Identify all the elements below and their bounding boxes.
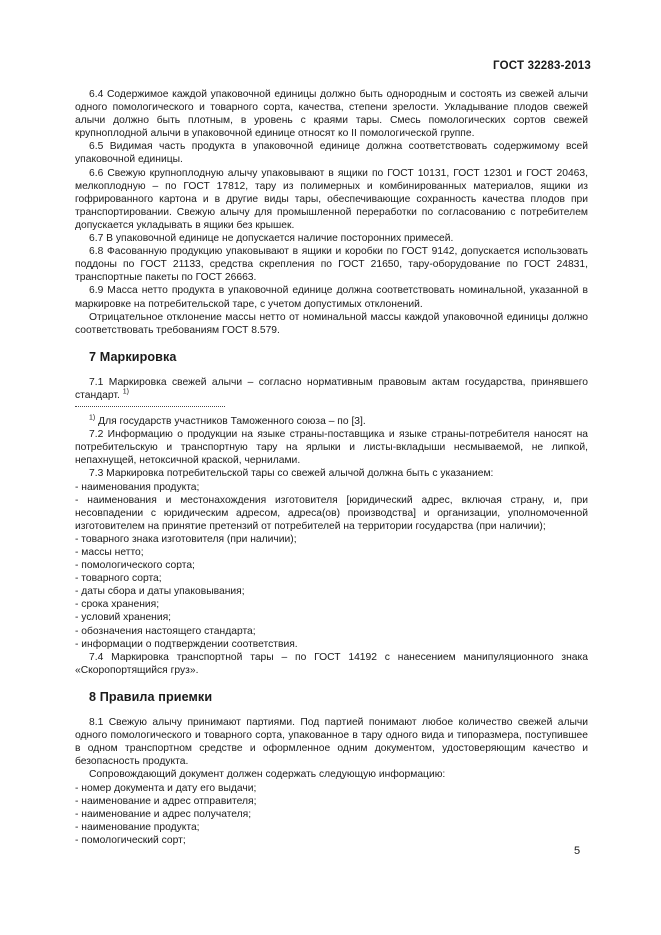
- paragraph-6-4: 6.4 Содержимое каждой упаковочной единицы должно быть однородным и состоять из свежей алычи одного помологического и товарного сорта, качества, степени зрелости. Укладывание плодов свежей алычи должно быть плотным, в уровень с краями тары. Смесь помологических сортов свежей крупноплодной алычи в упаковочной единице относят ко II помологической группе.: [75, 89, 588, 140]
- list-item: - массы нетто;: [75, 547, 144, 558]
- list-item: - наименования и местонахождения изготовителя [юридический адрес, включая страну, и, при несовпадении с юридическим адресом, адреса(ов) производства] и организации, уполномоченной изготовителем на принятие претензий от потребителей на территории государства (при наличии);: [75, 494, 588, 532]
- list-item: - наименование и адрес получателя;: [75, 808, 252, 820]
- list-item: - наименование и адрес отправителя;: [75, 795, 257, 807]
- paragraph-7-1: [75, 376, 588, 402]
- footnote-reference: 1): [122, 388, 129, 396]
- paragraph-6-7: 6.7 В упаковочной единице не допускается наличие посторонних примесей.: [89, 233, 454, 245]
- paragraph-7-2: 7.2 Информацию о продукции на языке страны-поставщика и языке страны-потребителя наносят на потребительскую и транспортную тару на ярлыки и листы-вкладыши несмываемой, не липкой, непахнущей, нетоксичной краской, чернилами.: [75, 429, 588, 467]
- list-item: - товарного знака изготовителя (при наличии);: [75, 533, 297, 545]
- list-item: - даты сбора и даты упаковывания;: [75, 586, 245, 598]
- list-item: - помологического сорта;: [75, 560, 195, 572]
- paragraph-6-9-deviation: Отрицательное отклонение массы нетто от номинальной массы каждой упаковочной единицы должно соответствовать требованиям ГОСТ 8.579.: [75, 311, 588, 336]
- section-7-heading: 7 Маркировка: [89, 349, 177, 364]
- document-body: [75, 88, 588, 847]
- section-8-heading: 8 Правила приемки: [89, 689, 213, 704]
- paragraph-8-1: 8.1 Свежую алычу принимают партиями. Под партией понимают любое количество свежей алычи одного помологического и товарного сорта, упакованное в тару одного вида и типоразмера, поступившее в одном транспортном средстве и оформленное одним документом, удостоверяющим качество и безопасность продукта.: [75, 717, 588, 768]
- list-item: - наименования продукта;: [75, 481, 200, 493]
- paragraph-6-6: 6.6 Свежую крупноплодную алычу упаковывают в ящики по ГОСТ 10131, ГОСТ 12301 и ГОСТ 20463, мелкоплодную – по ГОСТ 17812, тару из полимерных и комбинированных материалов, ящики из гофрированного картона и в другие виды тары, обеспечивающие сохранность качества плодов при транспортировании. Свежую алычу для промышленной переработки по согласованию с потребителем допускается укладывать в ящики без крышек.: [75, 167, 588, 231]
- paragraph-7-1-text: 7.1 Маркировка свежей алычи – согласно нормативным правовым актам государства, принявшего стандарт.: [75, 376, 588, 401]
- paragraph-7-3: 7.3 Маркировка потребительской тары со свежей алычой должна быть с указанием:: [89, 468, 494, 480]
- list-item: - условий хранения;: [75, 612, 172, 624]
- list-item: - наименование продукта;: [75, 821, 200, 833]
- list-item: - помологический сорт;: [75, 834, 186, 846]
- footnote-mark: 1): [89, 414, 96, 422]
- list-item: - срока хранения;: [75, 599, 160, 611]
- paragraph-6-8: 6.8 Фасованную продукцию упаковывают в ящики и коробки по ГОСТ 9142, допускается использовать поддоны по ГОСТ 21133, средства скрепления по ГОСТ 21650, тару-оборудование по ГОСТ 24831, транспортные пакеты по ГОСТ 26663.: [75, 246, 588, 284]
- list-item: - товарного сорта;: [75, 573, 162, 585]
- paragraph-7-4: 7.4 Маркировка транспортной тары – по ГОСТ 14192 с нанесением манипуляционного знака «Скоропортящийся груз».: [75, 651, 588, 676]
- footnote-separator: [75, 406, 225, 407]
- paragraph-6-5: 6.5 Видимая часть продукта в упаковочной единице должна соответствовать содержимому всей упаковочной единицы.: [75, 141, 588, 166]
- footnote-text: Для государств участников Таможенного союза – по [3].: [95, 416, 366, 428]
- page-number: 5: [574, 845, 581, 857]
- document-id-header: ГОСТ 32283-2013: [493, 60, 591, 72]
- paragraph-8-1-document: Сопровождающий документ должен содержать следующую информацию:: [89, 769, 446, 781]
- footnote: [75, 415, 588, 428]
- list-item: - обозначения настоящего стандарта;: [75, 625, 256, 637]
- list-item: - номер документа и дату его выдачи;: [75, 782, 257, 794]
- list-item: - информации о подтверждении соответствия.: [75, 638, 298, 650]
- paragraph-6-9: 6.9 Масса нетто продукта в упаковочной единице должна соответствовать номинальной, указанной в маркировке на потребительской таре, с учетом допустимых отклонений.: [75, 285, 588, 310]
